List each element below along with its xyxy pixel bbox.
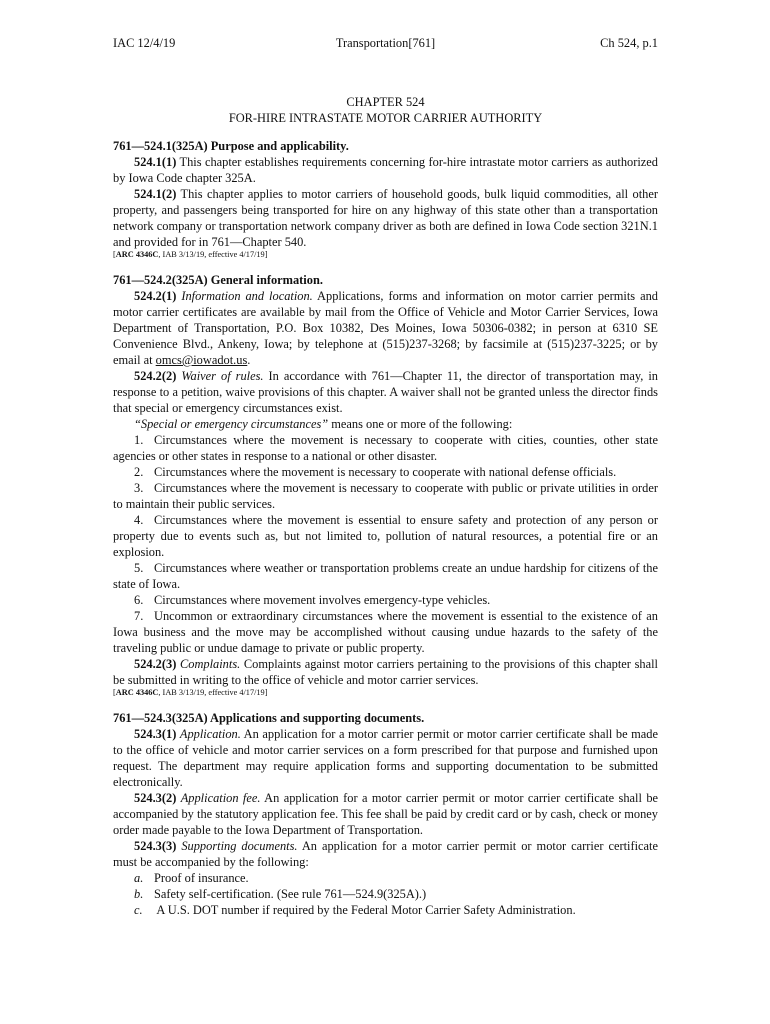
circumstances-list	[113, 432, 658, 656]
subrule-text: In accordance with 761—Chapter 11, the director of transportation may, in response to a petition, waive provisions of this chapter. A waiver shall not be granted unless the director finds that special or emergency circumstances exist.	[113, 369, 658, 415]
header-title: Transportation[761]	[335, 36, 436, 50]
subrule-number: 524.2(3)	[134, 657, 177, 671]
subrule-paragraph	[113, 368, 658, 416]
chapter-number: CHAPTER 524	[346, 95, 425, 109]
list-item	[113, 432, 658, 464]
subrule-paragraph	[113, 656, 658, 688]
list-item	[113, 592, 658, 608]
list-item	[113, 464, 658, 480]
list-item	[113, 608, 658, 656]
list-item-text: Uncommon or extraordinary circumstances where the movement is essential to the existence of an Iowa business and the move may be accomplished without causing undue hazards to the safety of the traveling public or undue damage to private or public property.	[113, 609, 658, 655]
header-page: Ch 524, p.1	[600, 36, 658, 50]
list-item-text: Circumstances where the movement is essential to ensure safety and protection of any person or property due to events such as, but not limited to, pollution of natural resources, a potential fire or an explosion.	[113, 513, 658, 559]
arc-number: ARC 4346C	[115, 688, 159, 697]
list-item-label: 1.	[134, 433, 144, 447]
subrule-catchword: Information and location.	[181, 289, 313, 303]
rule-heading: 761—524.2(325A) General information.	[113, 273, 323, 287]
subrule-catchword: Waiver of rules.	[181, 369, 264, 383]
subrule-paragraph	[113, 726, 658, 790]
subrule-text: An application for a motor carrier permit or motor carrier certificate must be accompanied by the following:	[113, 839, 658, 869]
subrule-paragraph: 524.2(1) Information and location. Applications, forms and information on motor carrier permits and motor carrier certificates are available by mail from the Office of Vehicle and Motor Carrier Services, Iowa Department of Transportation, P.O. Box 10382, Des Moines, Iowa 50306-0382; in person at 6310 SE Convenience Blvd., Ankeny, Iowa; by telephone at (515)237-3268; by facsimile at (515)237-3225; or by email at omcs@iowadot.us.	[113, 289, 658, 367]
subrule-number: 524.3(2)	[134, 791, 177, 805]
list-item-text: Circumstances where the movement is necessary to cooperate with national defense officials.	[154, 465, 617, 479]
subrule-text: Applications, forms and information on motor carrier permits and motor carrier certificates are available by mail from the Office of Vehicle and Motor Carrier Services, Iowa Department of Transportation, P.O. Box 10382, Des Moines, Iowa 50306-0382; in person at 6310 SE Convenience Blvd., Ankeny, Iowa; by telephone at (515)237-3268; by facsimile at (515)237-3225; or by email at	[113, 289, 658, 367]
list-item	[113, 480, 658, 512]
supporting-documents-list	[113, 870, 658, 918]
document-page	[113, 30, 658, 918]
subrule-text: Complaints against motor carriers pertaining to the provisions of this chapter shall be submitted in writing to the office of vehicle and motor carrier services.	[113, 657, 658, 687]
subrule-number: 524.2(1)	[134, 289, 177, 303]
email-link[interactable]: omcs@iowadot.us	[155, 353, 248, 367]
subrule-text: An application for a motor carrier permit or motor carrier certificate shall be made to the office of vehicle and motor carrier services on a form prescribed for that purpose and furnished upon request. The department may require application forms and supporting documentation to be submitted electronically.	[113, 727, 658, 789]
definition-paragraph	[113, 416, 658, 432]
list-item-text: A U.S. DOT number if required by the Federal Motor Carrier Safety Administration.	[154, 903, 576, 917]
subrule-paragraph	[113, 186, 658, 250]
list-item-text: Proof of insurance.	[154, 871, 249, 885]
list-item-text: Circumstances where weather or transportation problems create an undue hardship for citizens of the state of Iowa.	[113, 561, 658, 591]
subrule-number: 524.3(3)	[134, 839, 177, 853]
subrule-number: 524.1(1)	[134, 155, 177, 169]
rule-heading: 761—524.3(325A) Applications and supporting documents.	[113, 711, 425, 725]
definition-text: means one or more of the following:	[328, 417, 513, 431]
list-item	[113, 512, 658, 560]
subrule-catchword: Complaints.	[180, 657, 241, 671]
history-note: [ARC 4346C, IAB 3/13/19, effective 4/17/19]	[113, 688, 268, 697]
list-item-label: c.	[134, 903, 143, 917]
list-item	[113, 902, 658, 918]
subrule-text: An application for a motor carrier permit or motor carrier certificate shall be accompanied by the statutory application fee. This fee shall be paid by credit card or by cash, check or money order made payable to the Iowa Department of Transportation.	[113, 791, 659, 837]
list-item-label: a.	[134, 871, 144, 885]
subrule-number: 524.2(2)	[134, 369, 177, 383]
subrule-text: This chapter establishes requirements concerning for-hire intrastate motor carriers as authorized by Iowa Code chapter 325A.	[113, 155, 658, 185]
subrule-number: 524.1(2)	[134, 187, 177, 201]
list-item	[113, 560, 658, 592]
list-item-text: Circumstances where the movement is necessary to cooperate with cities, counties, other state agencies or other states in response to a national or other disaster.	[113, 433, 658, 463]
chapter-heading	[113, 94, 658, 126]
list-item-label: 7.	[134, 609, 144, 623]
subrule-paragraph	[113, 838, 658, 870]
rule-heading: 761—524.1(325A) Purpose and applicability.	[113, 139, 349, 153]
arc-number: ARC 4346C	[115, 250, 159, 259]
list-item-label: 3.	[134, 481, 144, 495]
running-header	[113, 30, 658, 52]
subrule-number: 524.3(1)	[134, 727, 177, 741]
subrule-text: This chapter applies to motor carriers of household goods, bulk liquid commodities, all other property, and passengers being transported for hire on any highway of this state other than a transportation network company or transportation network company driver as both are defined in Iowa Code section 321N.1 and provided for in 761—Chapter 540.	[113, 187, 658, 249]
subrule-catchword: Application fee.	[180, 791, 261, 805]
subrule-paragraph	[113, 790, 658, 838]
history-note: [ARC 4346C, IAB 3/13/19, effective 4/17/19]	[113, 250, 268, 259]
subrule-paragraph	[113, 154, 658, 186]
list-item-label: 6.	[134, 593, 144, 607]
list-item-label: b.	[134, 887, 144, 901]
list-item	[113, 886, 658, 902]
list-item	[113, 870, 658, 886]
rule-524-2	[113, 272, 658, 698]
rule-524-3	[113, 710, 658, 918]
chapter-title: FOR-HIRE INTRASTATE MOTOR CARRIER AUTHORITY	[228, 111, 543, 125]
list-item-text: Circumstances where the movement is necessary to cooperate with public or private utilities in order to maintain their public services.	[113, 481, 658, 511]
subrule-catchword: Supporting documents.	[181, 839, 298, 853]
list-item-text: Circumstances where movement involves emergency-type vehicles.	[154, 593, 491, 607]
definition-term: “Special or emergency circumstances”	[134, 417, 329, 431]
header-date: IAC 12/4/19	[113, 36, 176, 50]
list-item-label: 4.	[134, 513, 144, 527]
list-item-label: 5.	[134, 561, 144, 575]
list-item-text: Safety self-certification. (See rule 761—524.9(325A).)	[154, 887, 427, 901]
subrule-catchword: Application.	[179, 727, 241, 741]
list-item-label: 2.	[134, 465, 144, 479]
rule-524-1	[113, 138, 658, 260]
document-body	[113, 138, 658, 918]
